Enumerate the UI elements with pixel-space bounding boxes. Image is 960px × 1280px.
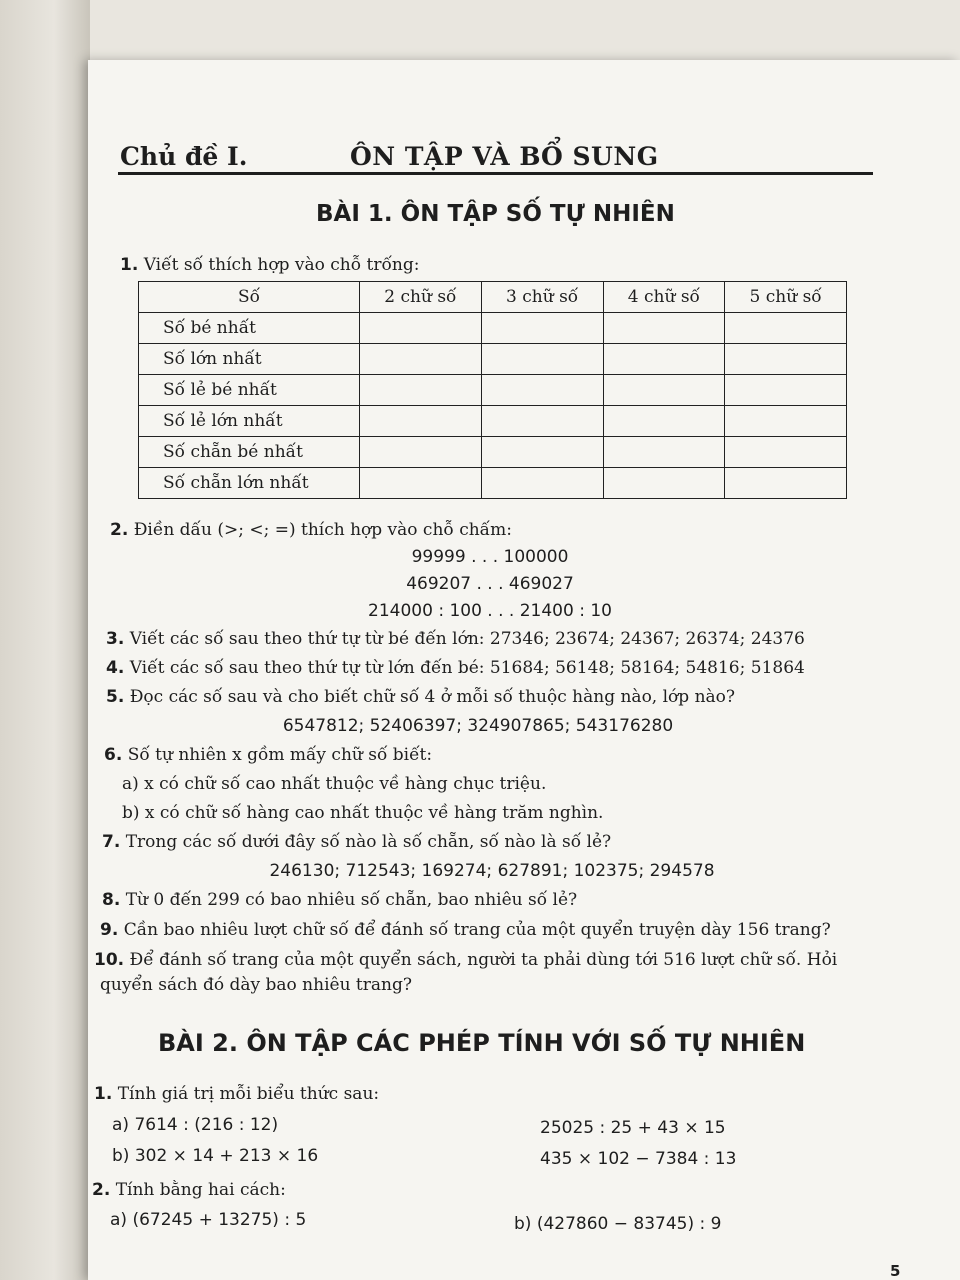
q2-1-text: Tính giá trị mỗi biểu thức sau: — [117, 1084, 380, 1104]
q2-1b-left: b) 302 × 14 + 213 × 16 — [112, 1146, 319, 1166]
table-row — [139, 375, 847, 406]
q1-8 — [102, 890, 577, 910]
blank-cell — [725, 344, 847, 375]
blank-cell — [360, 437, 482, 468]
blank-cell — [603, 344, 725, 375]
q1-8-number: 8. — [102, 890, 121, 910]
q2-2-text: Tính bằng hai cách: — [115, 1180, 286, 1200]
chapter-label: Chủ đề I. — [120, 142, 248, 171]
blank-cell — [603, 437, 725, 468]
compare-line: 469207 . . . 469027 — [406, 574, 574, 594]
q1-6-number: 6. — [104, 745, 123, 765]
lesson2-title: BÀI 2. ÔN TẬP CÁC PHÉP TÍNH VỚI SỐ TỰ NHIÊN — [158, 1029, 806, 1057]
blank-cell — [481, 344, 603, 375]
q1-6-text: Số tự nhiên x gồm mấy chữ số biết: — [127, 745, 433, 765]
table-row — [139, 344, 847, 375]
q2-2b: b) (427860 − 83745) : 9 — [514, 1214, 722, 1234]
table-row-label: Số chẵn bé nhất — [139, 437, 360, 468]
q1-10-text: Để đánh số trang của một quyển sách, người ta phải dùng tới 516 lượt chữ số. Hỏi — [129, 950, 838, 970]
numbers-line: 246130; 712543; 169274; 627891; 102375; 294578 — [269, 861, 715, 881]
q2-1b-right: 435 × 102 − 7384 : 13 — [540, 1149, 737, 1169]
table-row-label: Số bé nhất — [139, 313, 360, 344]
compare-line: 214000 : 100 . . . 21400 : 10 — [368, 601, 612, 621]
q1-10-number: 10. — [94, 950, 125, 970]
table-header: 4 chữ số — [603, 282, 725, 313]
q2-1 — [94, 1084, 379, 1104]
q1-2-text: Điền dấu (>; <; =) thích hợp vào chỗ chấm: — [133, 520, 512, 540]
q2-1a-left: a) 7614 : (216 : 12) — [112, 1115, 279, 1135]
blank-cell — [725, 468, 847, 499]
q1-6b: b) x có chữ số hàng cao nhất thuộc về hàng trăm nghìn. — [122, 803, 604, 823]
q1-5-text: Đọc các số sau và cho biết chữ số 4 ở mỗi số thuộc hàng nào, lớp nào? — [129, 687, 735, 707]
blank-cell — [603, 468, 725, 499]
blank-cell — [481, 375, 603, 406]
blank-cell — [725, 313, 847, 344]
compare-line: 99999 . . . 100000 — [411, 547, 569, 567]
page-number: 5 — [890, 1262, 901, 1280]
q1-3 — [106, 629, 805, 649]
blank-cell — [360, 468, 482, 499]
q2-2-number: 2. — [92, 1180, 111, 1200]
q1-10 — [94, 950, 837, 970]
table-header: 3 chữ số — [481, 282, 603, 313]
table-row-label: Số lẻ lớn nhất — [139, 406, 360, 437]
blank-cell — [603, 375, 725, 406]
q1-9-text: Cần bao nhiêu lượt chữ số để đánh số trang của một quyển truyện dày 156 trang? — [123, 920, 831, 940]
blank-cell — [360, 313, 482, 344]
q1-8-text: Từ 0 đến 299 có bao nhiêu số chẵn, bao nhiêu số lẻ? — [125, 890, 578, 910]
q1-9-number: 9. — [100, 920, 119, 940]
q2-1-number: 1. — [94, 1084, 113, 1104]
blank-cell — [725, 437, 847, 468]
table-row — [139, 468, 847, 499]
q1-4 — [106, 658, 805, 678]
blank-cell — [360, 375, 482, 406]
q1-9 — [100, 920, 831, 940]
q1-1 — [120, 255, 419, 275]
q1-1-number: 1. — [120, 255, 139, 275]
q1-2-number: 2. — [110, 520, 129, 540]
blank-cell — [481, 313, 603, 344]
table-header: 5 chữ số — [725, 282, 847, 313]
q1-10-continued: quyển sách đó dày bao nhiêu trang? — [100, 975, 412, 995]
blank-cell — [481, 406, 603, 437]
blank-cell — [481, 437, 603, 468]
q2-2 — [92, 1180, 286, 1200]
chapter-divider — [118, 172, 873, 175]
q2-1a-right: 25025 : 25 + 43 × 15 — [540, 1118, 726, 1138]
lesson1-title: BÀI 1. ÔN TẬP SỐ TỰ NHIÊN — [316, 201, 675, 227]
table-row — [139, 437, 847, 468]
q1-5 — [106, 687, 735, 707]
blank-cell — [360, 344, 482, 375]
table-row — [139, 406, 847, 437]
q1-3-text: Viết các số sau theo thứ tự từ bé đến lớn: 27346; 23674; 24367; 26374; 24376 — [129, 629, 805, 649]
q1-7 — [102, 832, 611, 852]
blank-cell — [725, 375, 847, 406]
q1-1-text: Viết số thích hợp vào chỗ trống: — [143, 255, 420, 275]
table-row-label: Số lẻ bé nhất — [139, 375, 360, 406]
left-page-edge — [0, 0, 90, 1280]
table-row — [139, 313, 847, 344]
q1-6 — [104, 745, 432, 765]
blank-cell — [725, 406, 847, 437]
q1-7-text: Trong các số dưới đây số nào là số chẵn, số nào là số lẻ? — [125, 832, 612, 852]
q1-5-number: 5. — [106, 687, 125, 707]
table-header: Số — [139, 282, 360, 313]
table-row-label: Số lớn nhất — [139, 344, 360, 375]
q1-4-text: Viết các số sau theo thứ tự từ lớn đến bé: 51684; 56148; 58164; 54816; 51864 — [129, 658, 805, 678]
blank-cell — [603, 406, 725, 437]
q1-3-number: 3. — [106, 629, 125, 649]
q1-2 — [110, 520, 512, 540]
blank-cell — [481, 468, 603, 499]
blank-cell — [360, 406, 482, 437]
number-table — [138, 281, 847, 499]
q2-2a: a) (67245 + 13275) : 5 — [110, 1210, 307, 1230]
table-header: 2 chữ số — [360, 282, 482, 313]
numbers-line: 6547812; 52406397; 324907865; 543176280 — [282, 716, 674, 736]
table-header-row — [139, 282, 847, 313]
blank-cell — [603, 313, 725, 344]
table-row-label: Số chẵn lớn nhất — [139, 468, 360, 499]
q1-7-number: 7. — [102, 832, 121, 852]
q1-4-number: 4. — [106, 658, 125, 678]
q1-6a: a) x có chữ số cao nhất thuộc về hàng chục triệu. — [122, 774, 547, 794]
chapter-title: ÔN TẬP VÀ BỔ SUNG — [350, 142, 659, 171]
